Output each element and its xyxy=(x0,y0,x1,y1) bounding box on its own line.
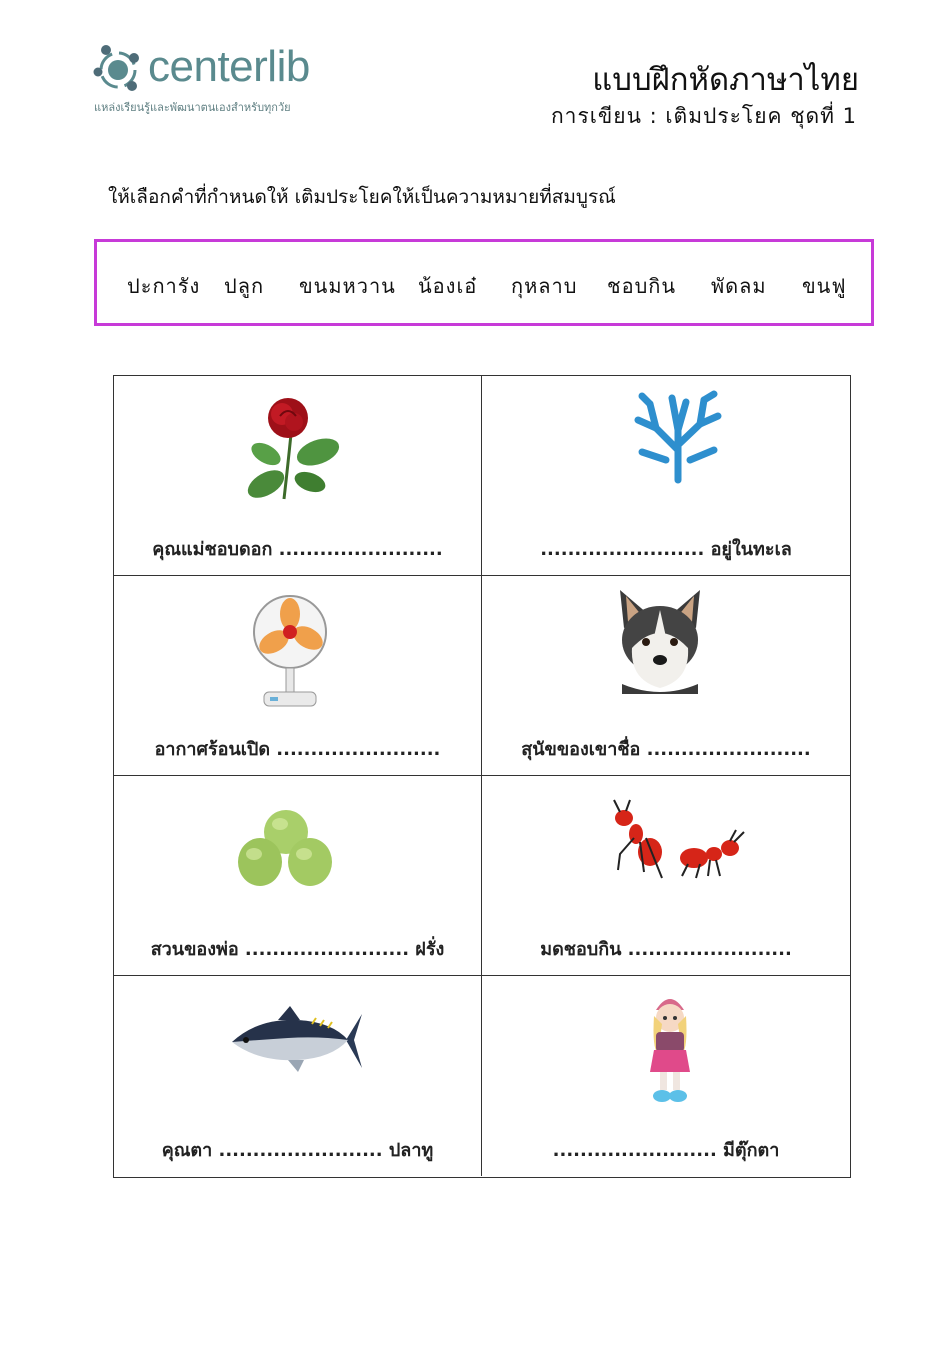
coral-picture xyxy=(630,390,726,486)
exercise-cell xyxy=(114,376,482,576)
ants-picture xyxy=(610,798,750,880)
rose-picture xyxy=(236,394,346,504)
word-bank-item: พัดลม xyxy=(711,274,767,298)
word-bank-item: ชอบกิน xyxy=(607,274,677,298)
exercise-sentence: มดชอบกิน ........................ xyxy=(540,939,792,960)
exercise-cell xyxy=(114,976,482,1176)
exercise-cell xyxy=(482,376,850,576)
word-bank-item: ขนมหวาน xyxy=(299,274,396,298)
exercise-sentence: อากาศร้อนเปิด ........................ xyxy=(154,739,441,760)
word-bank-item: กุหลาบ xyxy=(511,274,578,298)
exercise-cell xyxy=(482,776,850,976)
word-bank-item: ปะการัง xyxy=(127,274,201,298)
doll-picture xyxy=(642,988,698,1106)
exercise-sentence: สวนของพ่อ ........................ ฝรั่ง xyxy=(150,939,445,960)
logo-tagline: แหล่งเรียนรู้และพัฒนาตนเองสำหรับทุกวัย xyxy=(94,101,291,114)
exercise-grid xyxy=(113,375,851,1178)
exercise-cell xyxy=(482,576,850,776)
guava-picture xyxy=(238,806,334,892)
word-bank-item: ขนฟู xyxy=(802,274,847,298)
logo-text: centerlib xyxy=(148,42,310,91)
fan-picture xyxy=(250,594,330,710)
word-bank-box xyxy=(94,239,874,326)
tuna-picture xyxy=(228,1006,364,1076)
exercise-cell xyxy=(114,776,482,976)
word-bank-item: น้องเอ๋ xyxy=(418,274,478,298)
exercise-sentence: สุนัขของเขาชื่อ ........................ xyxy=(521,739,811,760)
instruction-text: ให้เลือกคำที่กำหนดให้ เติมประโยคให้เป็นความหมายที่สมบูรณ์ xyxy=(108,186,616,208)
exercise-sentence: ........................ อยู่ในทะเล xyxy=(540,539,792,560)
logo-molecule-icon xyxy=(92,42,144,94)
exercise-sentence: คุณแม่ชอบดอก ........................ xyxy=(152,539,443,560)
puppy-picture xyxy=(612,588,708,694)
exercise-sentence: คุณตา ........................ ปลาทู xyxy=(161,1140,434,1161)
exercise-cell xyxy=(482,976,850,1176)
page-subtitle: การเขียน : เติมประโยค ชุดที่ 1 xyxy=(550,104,857,128)
exercise-cell xyxy=(114,576,482,776)
exercise-sentence: ........................ มีตุ๊กตา xyxy=(552,1140,780,1161)
page-title: แบบฝึกหัดภาษาไทย xyxy=(592,62,859,98)
centerlib-logo xyxy=(92,42,352,122)
word-bank-item: ปลูก xyxy=(224,274,265,298)
